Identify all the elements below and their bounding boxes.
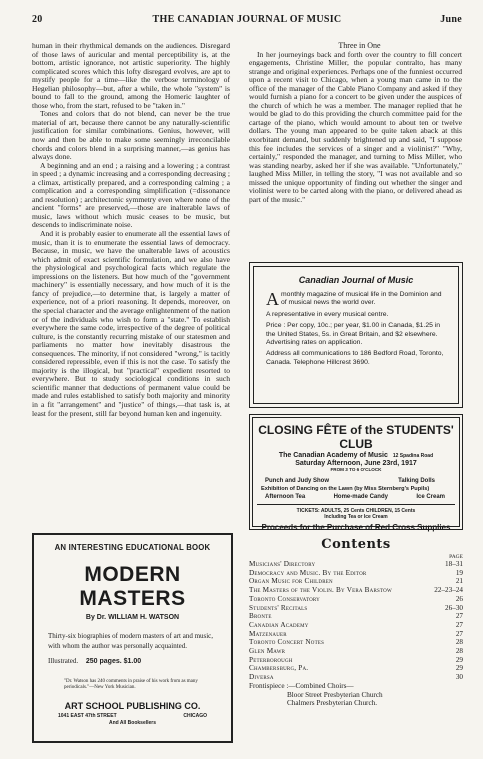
page-column-label: PAGE <box>449 554 463 560</box>
contents-item-page: 21 <box>455 577 463 586</box>
contents-item <box>249 604 463 613</box>
contents-item <box>249 569 463 578</box>
fete-time: FROM 3 TO 6 O'CLOCK <box>330 467 382 472</box>
contents-item <box>249 621 463 630</box>
book-description: Thirty-six biographies of modern masters of art and music, with whom the author was personally acquainted. <box>48 632 214 650</box>
paragraph: A beginning and an end ; a raising and a lowering ; a contrast in speed ; a dynamic increasing and a corresponding decreasing ; a climax, artistically prepared, and a corresponding calming ; a complication and a corresponding simplification (=dissonance and resolution) ; architectonic symmetry even where none of the ancient "forms" are preserved,—those are inalterable laws of music, laws without which music ceases to be music, but descends to indiscriminate noise. <box>32 160 230 230</box>
fete-proceeds: Proceeds for the Purchase of Red Cross Supplies <box>261 523 451 532</box>
contents-item <box>249 673 463 682</box>
contents-item-label: Glen Mawr <box>249 647 286 656</box>
fete-title: CLOSING FÊTE of the STUDENTS' CLUB <box>258 423 454 451</box>
paragraph: In her journeyings back and forth over the country to fill concert engagements, Christine Miller, the popular contralto, has many strange and original experiences. Perhaps one of the funniest occurred upon a recent visit to Chicago, when a young man came in to the office of the manager of the Cable Piano Company and asked if they would furnish a piano for a concert to be given under the auspices of the church of which he was a member. The manager replied that he would be glad to do this providing the church committee paid for the cartage of the piano, which would amount to about ten or twelve dollars. The young man appeared to be quite taken aback at this exorbitant demand, but suddenly brightened up and said, "I suppose this fee includes the services of a singer and a violinist?" "Why, certainly," responded the manager, and turning to Miss Miller, who was standing nearby, asked her if she was available. "Unfortunately," laughed Miss Miller, in telling the story, "I was not available and so missed the unique opportunity of finding out whether the singer and violinist were to be carted along with the piano, or delivered ahead as part of the music." <box>249 49 462 204</box>
paragraph: human in their rhythmical demands on the audiences. Disregard of those laws of auricular and mental perceptibility is, at the bottom, artistic ignorance, not artistic superiority. The highly complicated scores which this lofty disregard evolves, are apt to mystify people for a time—like the verbose terminology of Hegelian philosophy—but, after a while, the whole "system" is bound to fall to the ground, among the Homeric laughter of those who, from the start, refused to be "taken in." <box>32 41 230 110</box>
contents-item-page: 27 <box>455 629 463 638</box>
contents-item <box>249 612 463 621</box>
contents-item <box>249 586 463 595</box>
book-details <box>48 657 217 665</box>
ad-line: monthly magazine of musical life in the Dominion and of musical news the world over. <box>281 291 442 307</box>
attraction: Home-made Candy <box>333 494 388 500</box>
contents-item-page: 29 <box>455 655 463 664</box>
book-advertisement <box>32 533 233 743</box>
publisher-street: 1041 EAST 47th STREET <box>58 713 117 719</box>
contents-item <box>249 560 463 569</box>
fete-attractions <box>261 477 451 501</box>
contents-item-page: 18–31 <box>445 560 463 568</box>
ad-body <box>266 291 448 367</box>
publisher-name: ART SCHOOL PUBLISHING CO. <box>64 701 201 711</box>
ticket-prices: TICKETS: ADULTS, 25 Cents CHILDREN, 15 Cents <box>296 508 416 514</box>
running-header <box>32 14 462 26</box>
contents-item-label: Peterborough <box>249 655 293 664</box>
fete-date: Saturday Afternoon, June 23rd, 1917 <box>295 460 417 467</box>
journal-advertisement <box>249 262 463 408</box>
contents-item-page: 28 <box>455 638 463 647</box>
contents-item-page: 26 <box>455 594 463 603</box>
page-number: 20 <box>32 14 43 25</box>
book-author: By Dr. WILLIAM H. WATSON <box>85 614 180 621</box>
publisher-address <box>58 713 207 719</box>
article-right-column <box>249 42 462 204</box>
contents-item <box>249 630 463 639</box>
contents-item-page: 26–30 <box>445 603 463 612</box>
drop-capital: A <box>266 289 279 309</box>
attraction: Ice Cream <box>416 494 445 500</box>
contents-list <box>249 560 463 682</box>
academy-name: The Canadian Academy of Music <box>278 452 388 459</box>
contents-item-page: 27 <box>455 620 463 629</box>
contents-item <box>249 595 463 604</box>
academy-address: 12 Spadina Road <box>392 453 434 459</box>
publisher-city: CHICAGO <box>183 713 207 719</box>
frontispiece-line: Frontispiece :—Combined Choirs— <box>249 681 354 690</box>
book-illustrated: Illustrated. <box>48 657 79 665</box>
contents-item-label: Toronto Conservatory <box>249 594 320 603</box>
advertisement-inner-border <box>252 417 460 532</box>
attraction: Talking Dolls <box>398 478 435 484</box>
contents-item-page: 30 <box>455 673 463 682</box>
book-kicker: AN INTERESTING EDUCATIONAL BOOK <box>54 543 211 552</box>
contents-item-label: Toronto Concert Notes <box>249 638 325 647</box>
attraction: Afternoon Tea <box>265 494 306 500</box>
contents-item-page: 28 <box>455 647 463 656</box>
frontispiece-line: Chalmers Presbyterian Church. <box>287 699 378 708</box>
fete-advertisement <box>249 414 463 530</box>
contents-item <box>249 638 463 647</box>
contents-item-label: Organ Music for Children <box>249 577 333 586</box>
ticket-note: Including Tea or Ice Cream <box>324 514 388 520</box>
booksellers-note: And All Booksellers <box>108 720 157 726</box>
journal-title: THE CANADIAN JOURNAL OF MUSIC <box>152 14 342 25</box>
contents-item-label: The Masters of the Violin. By Vera Barstow <box>249 586 392 595</box>
ad-title: Canadian Journal of Music <box>298 275 414 285</box>
contents-item-label: Students' Recitals <box>249 603 308 612</box>
advertisement-inner-border <box>253 266 459 404</box>
ad-line: Price : Per copy, 10c.; per year, $1.00 in Canada, $1.25 in the United States, 5s. in Great Britain, and $2 elsewhere. Advertising rates on application. <box>266 322 441 347</box>
contents-item <box>249 664 463 673</box>
attraction: Exhibition of Dancing on the Lawn (by Miss Sternberg's Pupils) <box>261 486 430 492</box>
contents-item <box>249 656 463 665</box>
attraction: Punch and Judy Show <box>265 478 330 484</box>
contents-heading: Contents <box>321 537 391 552</box>
contents-item-label: Musicians' Directory <box>249 560 316 568</box>
contents-item-label: Diversa <box>249 673 274 682</box>
contents-item <box>249 577 463 586</box>
book-pages-price: 250 pages. $1.00 <box>85 658 142 665</box>
contents-item-label: Bronte <box>249 612 272 621</box>
fete-academy <box>253 452 459 459</box>
book-title: MODERN MASTERS <box>79 563 186 610</box>
article-left-column <box>32 42 230 418</box>
contents-item-label: Matzenauer <box>249 629 287 638</box>
paragraph: And it is probably easier to enumerate all the essential laws of music, than it is to enumerate the essential laws of democracy. Because, in music, we have the unalterable laws of acoustics which admit of exact scientific formulation, and we also have the physiological and psychological facts which regulate the impressions on the listeners. But how much of the "government machinery" is essentially necessary, and how much of it is the fancy of prejudice,—to determine that, is largely a matter of experience, not of a priori reasoning. It depends, moreover, on the special character and the average enlightenment of the nation or of the individuals who wish to form a "state." To establish everywhere the same code, irrespective of the degree of political culture, is the constantly recurring mistake of our statesmen and parliaments no matter how inevitably disastrous the consequences. The minority, if not considered "wrong," is tacitly considered repressible, even if this is not the case. To satisfy the majority is the illogical, but "practical" expedient resorted to everywhere. But to study sociological conditions in such scientific manner that deductions of permanent value could be made and rules established to satisfy both majority and minority in a fit "arrangement" and "justice" of things,—that task is, at least for the present, still far beyond human ken and ingenuity. <box>32 229 230 418</box>
contents-item-label: Chambersburg, Pa. <box>249 664 309 673</box>
contents-item-page: 27 <box>455 612 463 621</box>
contents-item-label: Democracy and Music. By the Editor <box>249 568 367 577</box>
section-subhead: Three in One <box>338 41 381 50</box>
contents-item <box>249 647 463 656</box>
ad-line: A representative in every musical centre. <box>266 310 389 318</box>
frontispiece-line: Bloor Street Presbyterian Church <box>287 690 383 699</box>
contents-item-page: 19 <box>455 568 463 577</box>
issue-month: June <box>440 14 462 25</box>
contents-item-page: 29 <box>455 664 463 673</box>
contents-item-page: 22–23–24 <box>434 586 463 595</box>
divider <box>257 504 455 505</box>
table-of-contents <box>249 537 463 708</box>
contents-item-label: Canadian Academy <box>249 620 309 629</box>
frontispiece-note <box>249 682 463 708</box>
paragraph: Tones and colors that do not blend, can never be the true material of art, because there cannot be any naturally-scientific justification for similar combinations. Genius, however, will now and then be able to make some seemingly irreconcilable chords and colors blend in a surprising manner,—as genius has always done. <box>32 109 230 162</box>
book-review-quote: "Dr. Watson has 240 comments in praise of his work from as many periodicals."—New York Musician. <box>64 679 198 690</box>
ad-line: Address all communications to 186 Bedford Road, Toronto, Canada. Telephone Hillcrest 3690. <box>266 350 444 366</box>
